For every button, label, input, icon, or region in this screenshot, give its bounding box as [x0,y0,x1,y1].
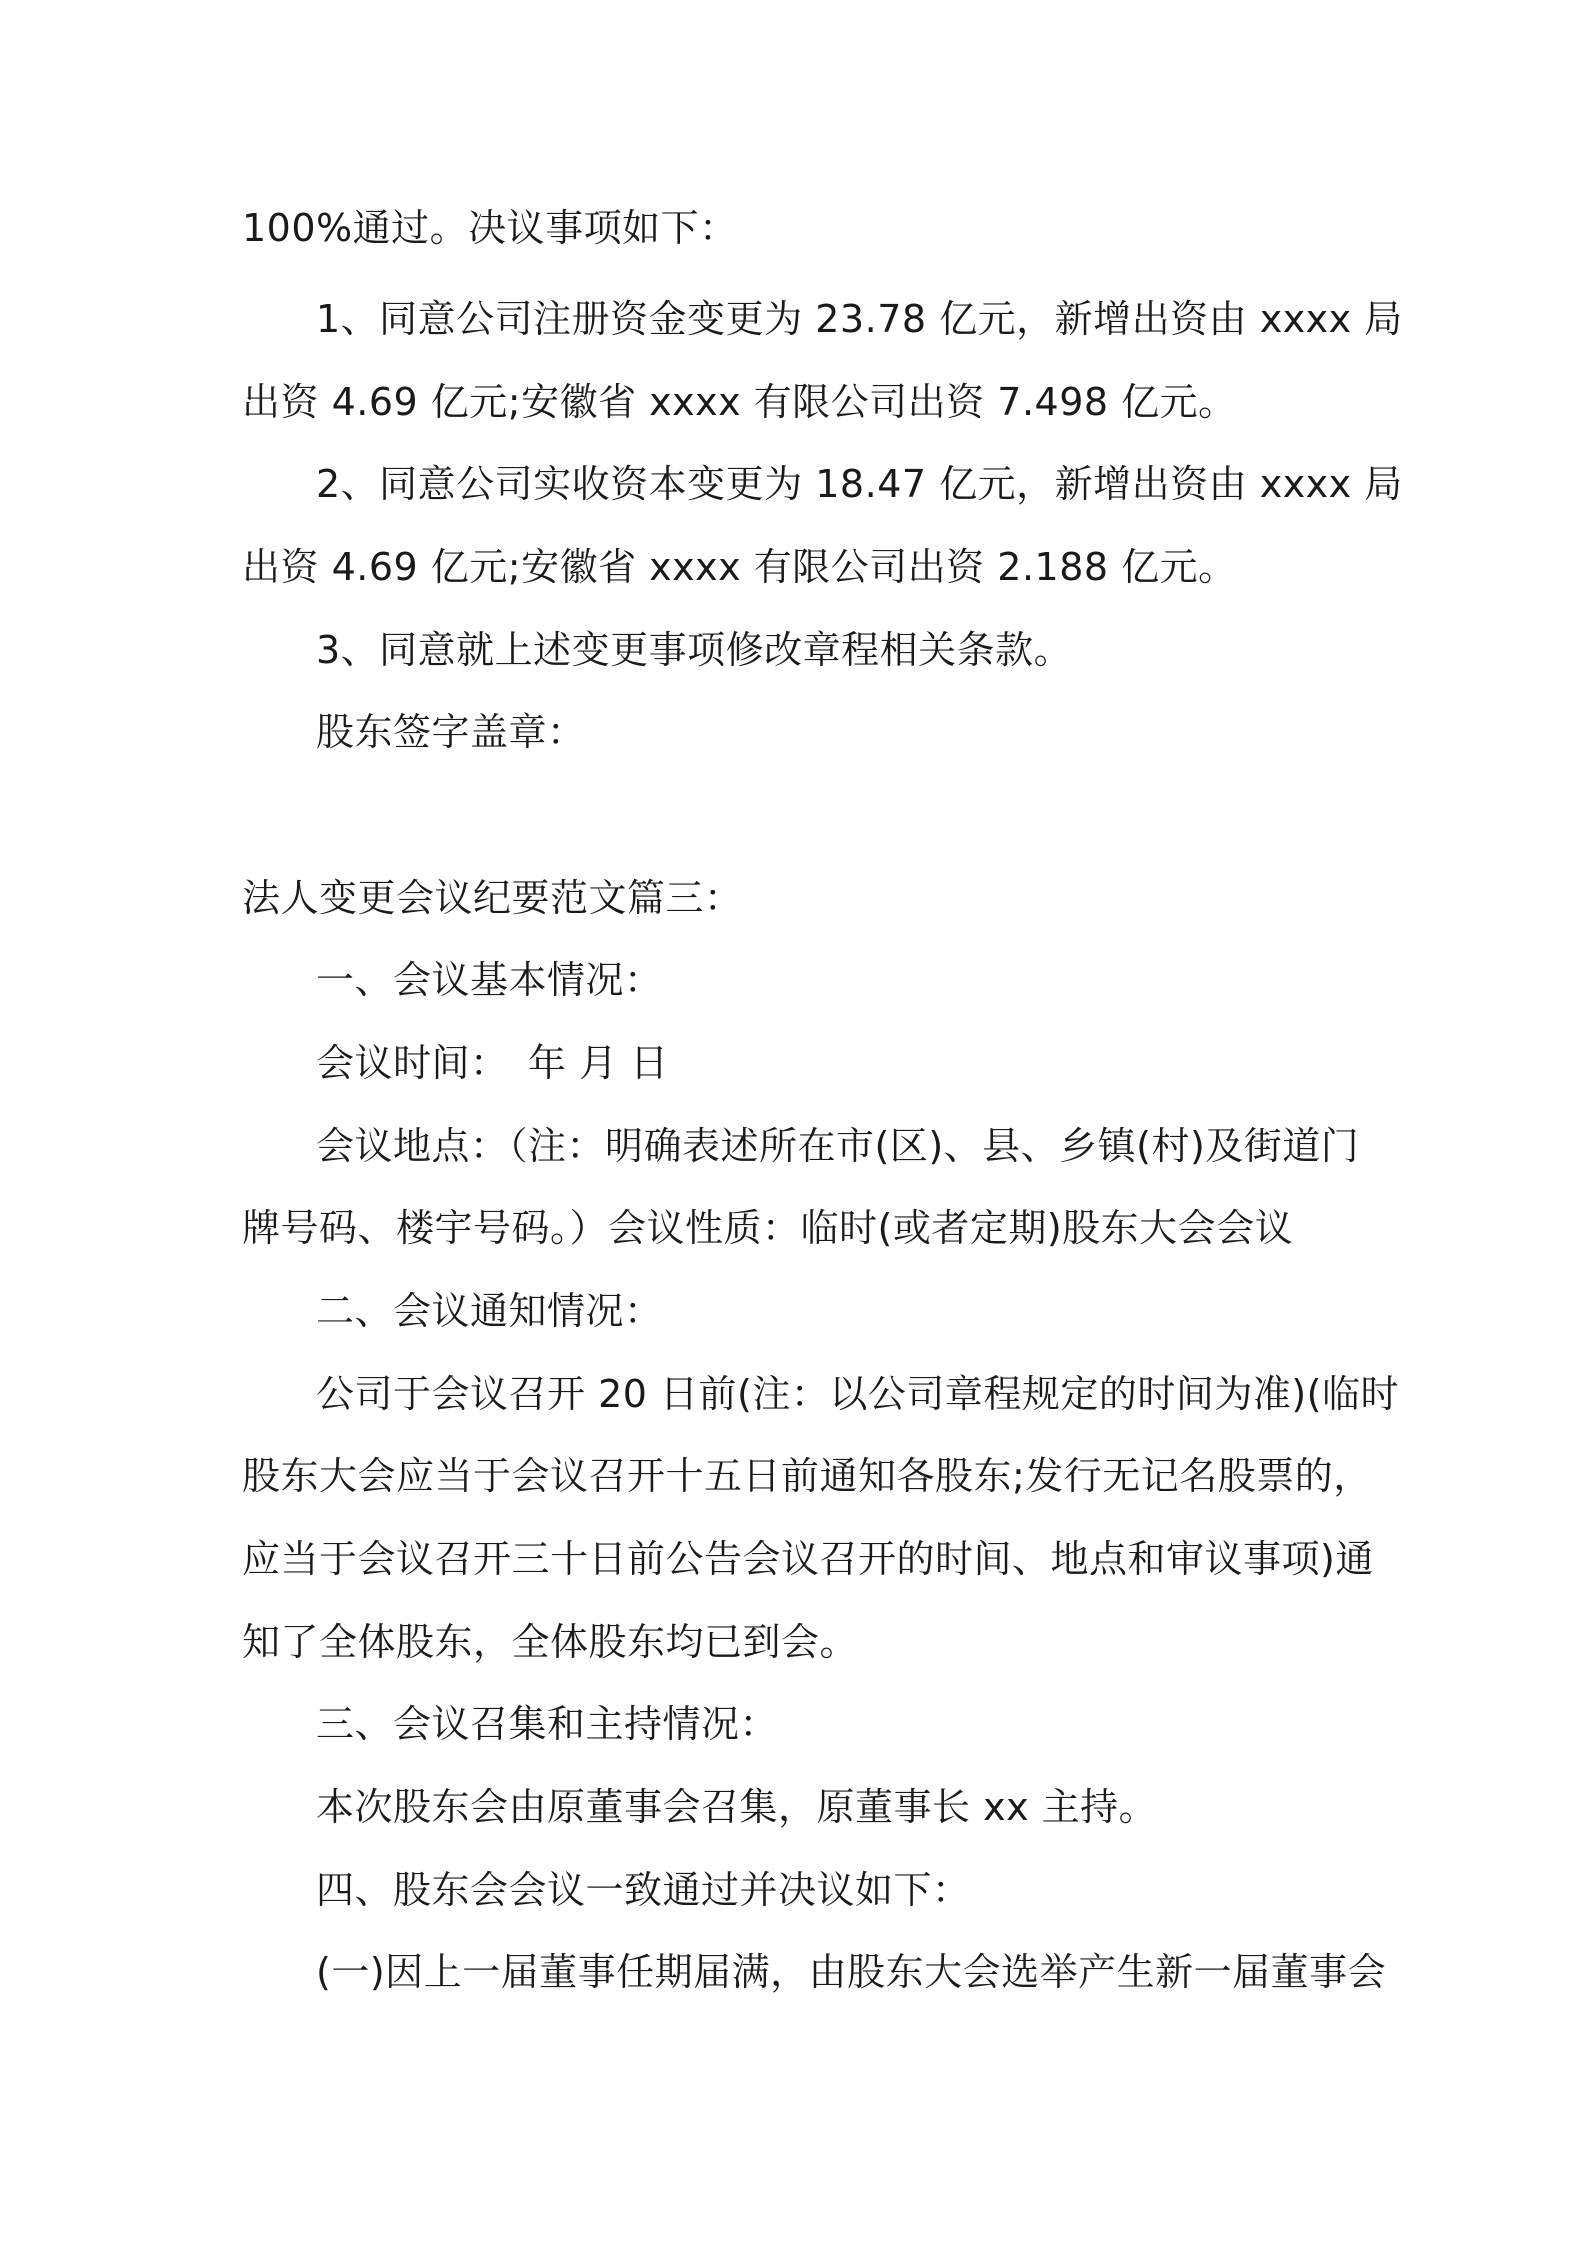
resolution-item-2-line-2: 出资 4.69 亿元;安徽省 xxxx 有限公司出资 2.188 亿元。 [242,545,1237,589]
resolution-item-1-line-1: 1、同意公司注册资金变更为 23.78 亿元，新增出资由 xxxx 局 [316,297,1403,341]
notice-paragraph-line-2: 股东大会应当于会议召开十五日前通知各股东;发行无记名股票的， [242,1454,1372,1498]
notice-paragraph-line-4: 知了全体股东，全体股东均已到会。 [242,1620,859,1664]
meeting-place-line-2: 牌号码、楼宇号码。）会议性质：临时(或者定期)股东大会会议 [242,1206,1294,1250]
heading-notice-info: 二、会议通知情况： [316,1289,663,1333]
heading-convening-info: 三、会议召集和主持情况： [316,1702,779,1746]
resolution-item-1-line-2: 出资 4.69 亿元;安徽省 xxxx 有限公司出资 7.498 亿元。 [242,380,1237,424]
shareholder-signature-line: 股东签字盖章： [316,710,586,754]
section-title: 法人变更会议纪要范文篇三： [242,876,743,920]
resolution-item-3: 3、同意就上述变更事项修改章程相关条款。 [316,628,1073,672]
convening-paragraph: 本次股东会由原董事会召集，原董事长 xx 主持。 [316,1785,1158,1829]
notice-paragraph-line-3: 应当于会议召开三十日前公告会议召开的时间、地点和审议事项)通 [242,1537,1374,1581]
heading-basic-info: 一、会议基本情况： [316,958,663,1002]
notice-paragraph-line-1: 公司于会议召开 20 日前(注：以公司章程规定的时间为准)(临时 [316,1372,1399,1416]
resolution-intro-line: 100%通过。决议事项如下： [242,206,738,250]
resolution-item-2-line-1: 2、同意公司实收资本变更为 18.47 亿元，新增出资由 xxxx 局 [316,462,1403,506]
meeting-time-line: 会议时间： 年 月 日 [316,1041,669,1085]
meeting-place-line-1: 会议地点：（注：明确表述所在市(区)、县、乡镇(村)及街道门 [316,1124,1360,1168]
resolution-paragraph-line-1: (一)因上一届董事任期届满，由股东大会选举产生新一届董事会 [316,1950,1387,1994]
heading-resolution: 四、股东会会议一致通过并决议如下： [316,1868,971,1912]
